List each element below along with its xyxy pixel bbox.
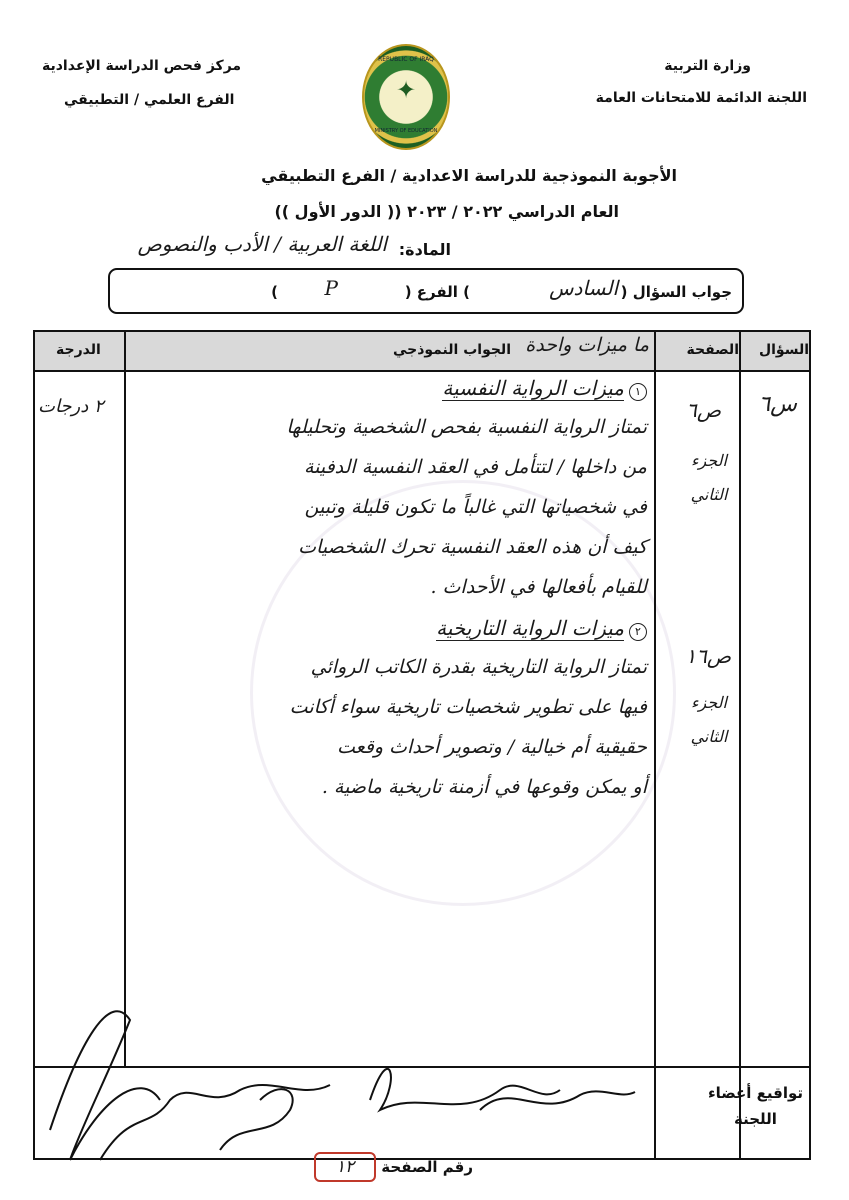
item-1-number: ١ [629, 383, 647, 401]
item-2-line: فيها على تطوير شخصيات تاريخية سواء أكانت [289, 696, 647, 718]
col-divider-page [654, 332, 656, 1158]
committee-signatures [40, 980, 640, 1180]
grade-value: ٢ درجات [38, 396, 104, 417]
question-number: س٦ [758, 392, 797, 417]
item-2-lines [127, 647, 647, 807]
page-number-label: رقم الصفحة [381, 1158, 473, 1176]
page-ref-1-part: الجزء الثاني [690, 451, 728, 504]
page-number-value: ١٢ [314, 1152, 376, 1182]
academic-year: العام الدراسي ٢٠٢٢ / ٢٠٢٣ (( الدور الأول )) [274, 202, 619, 221]
answer-item-1 [127, 376, 647, 607]
col-answer-header-note: ما ميزات واحدة [525, 334, 649, 356]
page-ref-2: ص١٦ [685, 644, 731, 668]
item-1-lines [127, 407, 647, 607]
answer-label: جواب السؤال ( [620, 283, 732, 301]
col-question-header: السؤال [758, 342, 809, 358]
subject-label: المادة: [398, 240, 451, 259]
signatures-label-line-1: تواقيع أعضاء [707, 1084, 803, 1102]
item-1-line: تمتاز الرواية النفسية بفحص الشخصية وتحليلها [286, 416, 647, 438]
ministry-seal-emblem [362, 44, 450, 150]
signature-stroke-1 [50, 1011, 160, 1160]
branch-value: P [324, 276, 338, 300]
question-info-box [108, 268, 744, 314]
item-2-line: حقيقية أم خيالية / وتصوير أحداث وقعت [336, 736, 647, 758]
item-1-line: كيف أن هذه العقد النفسية تحرك الشخصيات [298, 536, 647, 558]
item-1-line: من داخلها / لتتأمل في العقد النفسية الدفينة [303, 456, 647, 478]
ministry-name: وزارة التربية [664, 58, 751, 74]
box-close-paren: ) [271, 283, 278, 301]
signatures-label [708, 1080, 803, 1132]
header-divider [35, 370, 809, 372]
page-ref-1: ص٦ [686, 398, 721, 422]
col-divider-grade [124, 332, 126, 1068]
col-grade-header: الدرجة [56, 342, 101, 358]
center-name: مركز فحص الدراسة الإعدادية [42, 58, 242, 74]
col-answer-header: الجواب النموذجي [392, 342, 511, 358]
col-page-header: الصفحة [686, 342, 739, 358]
eagle-icon: ✦ [395, 76, 417, 104]
item-2-line: تمتاز الرواية التاريخية بقدرة الكاتب الروائي [310, 656, 647, 678]
answer-value: السادس [549, 276, 618, 300]
page-title: الأجوبة النموذجية للدراسة الاعدادية / الفرع التطبيقي [261, 166, 677, 185]
signature-stroke-5 [480, 1091, 635, 1110]
seal-text-bottom: MINISTRY OF EDUCATION [374, 128, 438, 134]
item-1-title: ميزات الرواية النفسية [442, 376, 624, 400]
signature-stroke-3 [220, 1089, 293, 1150]
item-2-number: ٢ [629, 623, 647, 641]
page-ref-2-part: الجزء الثاني [690, 693, 728, 746]
signature-stroke-4 [370, 1069, 560, 1110]
answer-item-2 [127, 616, 647, 807]
committee-name: اللجنة الدائمة للامتحانات العامة [595, 90, 807, 106]
subject-value: اللغة العربية / الأدب والنصوص [137, 232, 387, 256]
item-1-line: في شخصياتها التي غالباً ما تكون قليلة وتبين [304, 496, 647, 518]
signatures-label-line-2: اللجنة [734, 1110, 777, 1128]
branch-label: ) الفرع ( [404, 283, 470, 301]
signature-stroke-2 [100, 1085, 330, 1160]
seal-text-top: REPUBLIC OF IRAQ [378, 56, 434, 63]
item-2-line: أو يمكن وقوعها في أزمنة تاريخية ماضية . [321, 776, 647, 798]
item-1-line: للقيام بأفعالها في الأحداث . [430, 576, 647, 598]
col-divider-question [739, 332, 741, 1158]
item-2-title: ميزات الرواية التاريخية [436, 616, 624, 640]
branch-name: الفرع العلمي / التطبيقي [64, 92, 235, 108]
